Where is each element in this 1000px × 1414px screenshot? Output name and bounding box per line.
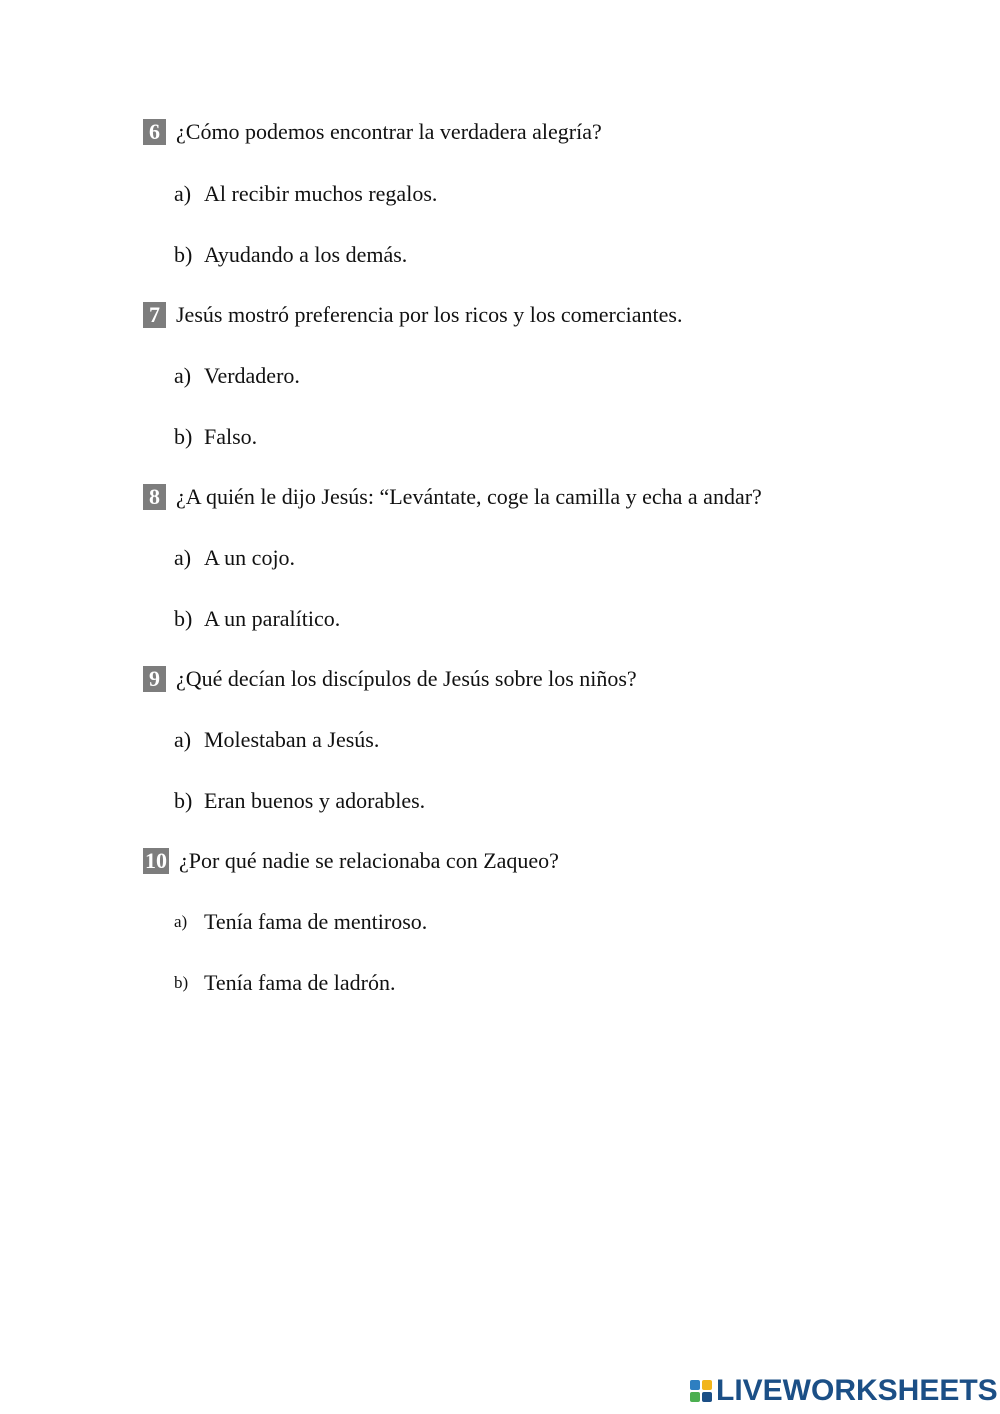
option-letter: a) <box>174 912 188 931</box>
option-letter: a) <box>174 363 192 388</box>
option-8b[interactable] <box>174 604 340 634</box>
option-9a[interactable] <box>174 725 379 755</box>
option-text: Falso. <box>204 424 258 449</box>
option-7b[interactable] <box>174 422 257 452</box>
option-letter: b) <box>174 973 189 992</box>
question-number-badge: 8 <box>143 484 166 510</box>
question-6 <box>143 116 602 148</box>
option-text: Verdadero. <box>204 363 300 388</box>
question-10 <box>143 845 559 877</box>
logo-square-3 <box>690 1392 700 1402</box>
question-number-badge: 6 <box>143 119 166 145</box>
liveworksheets-logo <box>690 1374 998 1408</box>
option-8a[interactable] <box>174 543 295 573</box>
question-text: ¿Cómo podemos encontrar la verdadera alegría? <box>176 119 602 144</box>
question-text: Jesús mostró preferencia por los ricos y los comerciantes. <box>176 302 683 327</box>
option-letter: b) <box>174 788 193 813</box>
question-number-badge: 9 <box>143 666 166 692</box>
option-9b[interactable] <box>174 786 425 816</box>
option-letter: b) <box>174 242 193 267</box>
option-text: Molestaban a Jesús. <box>204 727 380 752</box>
question-number-badge: 10 <box>145 848 167 873</box>
option-text: A un cojo. <box>204 545 296 570</box>
option-10b[interactable] <box>174 968 395 998</box>
question-text: ¿A quién le dijo Jesús: “Levántate, coge la camilla y echa a andar? <box>176 484 762 509</box>
logo-square-2 <box>702 1380 712 1390</box>
option-letter: a) <box>174 181 192 206</box>
question-8 <box>143 481 762 513</box>
option-10a[interactable] <box>174 907 427 937</box>
logo-text: LIVEWORKSHEETS <box>716 1374 998 1407</box>
question-number-badge: 7 <box>143 302 166 328</box>
liveworksheets-logo-icon <box>690 1380 712 1402</box>
option-7a[interactable] <box>174 361 300 391</box>
question-text: ¿Qué decían los discípulos de Jesús sobre los niños? <box>176 666 637 691</box>
question-text: ¿Por qué nadie se relacionaba con Zaqueo? <box>179 848 559 873</box>
logo-square-4 <box>702 1392 712 1402</box>
logo-square-1 <box>690 1380 700 1390</box>
question-7 <box>143 299 682 331</box>
option-letter: a) <box>174 545 192 570</box>
option-text: A un paralítico. <box>204 606 341 631</box>
option-letter: a) <box>174 727 192 752</box>
option-letter: b) <box>174 424 193 449</box>
option-6b[interactable] <box>174 240 407 270</box>
question-9 <box>143 663 637 695</box>
option-6a[interactable] <box>174 179 437 209</box>
option-text: Tenía fama de mentiroso. <box>204 909 428 934</box>
option-text: Ayudando a los demás. <box>204 242 408 267</box>
option-letter: b) <box>174 606 193 631</box>
option-text: Al recibir muchos regalos. <box>204 181 438 206</box>
option-text: Tenía fama de ladrón. <box>204 970 396 995</box>
option-text: Eran buenos y adorables. <box>204 788 426 813</box>
